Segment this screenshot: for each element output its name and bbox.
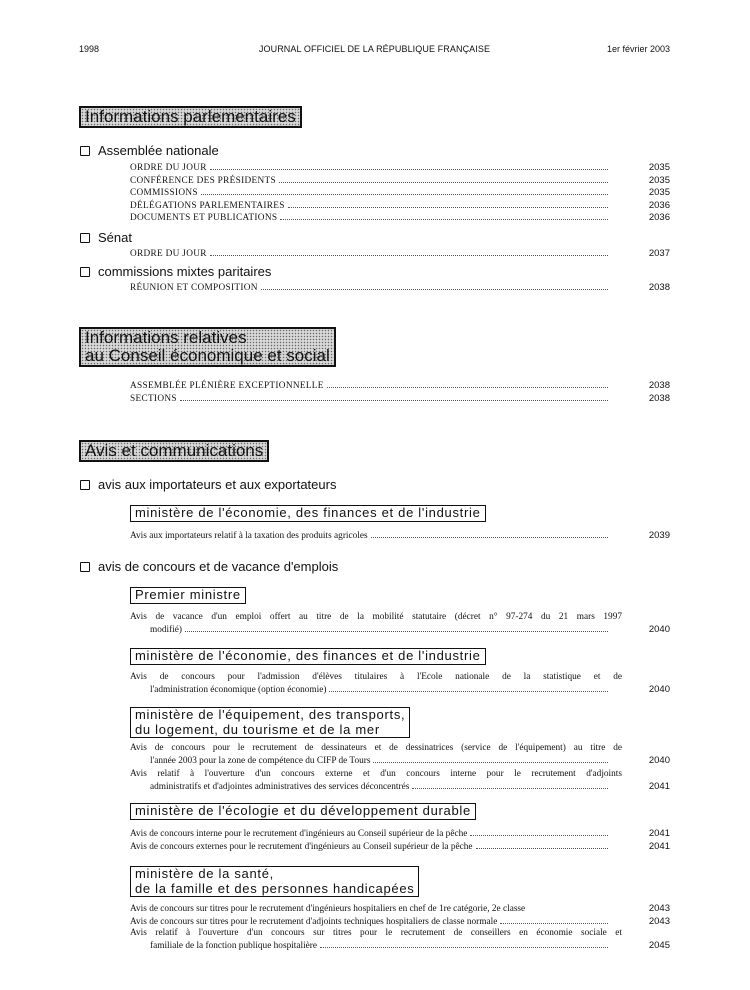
- leader-dots: [201, 194, 608, 195]
- ministry-label-line2: de la famille et des personnes handicapées: [135, 880, 415, 896]
- section-avis-importateurs: [80, 477, 336, 493]
- toc-list-conseil: [130, 380, 670, 405]
- toc-list-economie: [130, 672, 670, 696]
- entry-label-line2: modifié): [150, 624, 183, 635]
- entry-page: 2043: [648, 903, 670, 914]
- entry-page: 2039: [648, 530, 670, 541]
- banner-label: Avis et communications: [85, 441, 264, 460]
- entry-page: 2041: [648, 840, 670, 852]
- entry-label-line2: l'année 2003 pour la zone de compétence du CIFP de Tours: [150, 755, 371, 766]
- banner-informations-parlementaires: [79, 106, 302, 128]
- toc-list-cmp: [130, 282, 670, 295]
- entry-page: 2038: [648, 380, 670, 391]
- toc-entry[interactable]: [130, 380, 670, 393]
- leader-dots: [180, 400, 608, 401]
- entry-label: Avis de concours sur titres pour le recrutement d'ingénieurs hospitaliers en chef de 1re catégorie, 2e classe: [130, 904, 526, 914]
- entry-label: ASSEMBLÉE PLÉNIÈRE EXCEPTIONNELLE: [130, 381, 324, 391]
- toc-list-ecologie: [130, 828, 670, 853]
- leader-dots: [329, 691, 608, 692]
- entry-page: 2035: [648, 162, 670, 173]
- ministry-label-line1: ministère de l'équipement, des transports,: [135, 707, 406, 722]
- toc-entry[interactable]: [130, 841, 670, 854]
- entry-label-line1: Avis de vacance d'un emploi offert au titre de la mobilité statutaire (décret n° 97-274 du 21 mars 1997: [130, 612, 622, 622]
- entry-label-line2: familiale de la fonction publique hospitalière: [150, 940, 318, 951]
- leader-dots: [280, 219, 608, 220]
- entry-page: 2036: [648, 199, 670, 211]
- entry-page: 2041: [648, 780, 670, 792]
- ministry-label-line2: du logement, du tourisme et de la mer: [135, 721, 380, 737]
- entry-label: Avis de concours interne pour le recrutement d'ingénieurs au Conseil supérieur de la pêche: [130, 829, 468, 839]
- ministry-label: ministère de l'écologie et du développement durable: [135, 803, 471, 818]
- entry-label: Avis de concours sur titres pour le recrutement d'adjoints techniques hospitaliers de classe normale: [130, 916, 498, 927]
- leader-dots: [500, 923, 608, 924]
- ministry-label-line1: ministère de la santé,: [135, 866, 274, 881]
- leader-dots: [373, 762, 608, 763]
- toc-entry[interactable]: [130, 393, 670, 406]
- banner-conseil-economique: [79, 327, 336, 367]
- entry-page: 2035: [648, 174, 670, 186]
- section-title: Sénat: [98, 230, 132, 245]
- toc-entry[interactable]: [130, 248, 670, 261]
- entry-page: 2036: [648, 212, 670, 223]
- banner-label-line2: au Conseil économique et social: [85, 346, 330, 365]
- leader-dots: [210, 169, 608, 170]
- checkbox-icon: [80, 233, 90, 243]
- page-number: 1998: [79, 44, 100, 54]
- banner-label: Informations parlementaires: [85, 107, 296, 126]
- banner-label-line1: Informations relatives: [85, 328, 247, 347]
- toc-list-sante: [130, 903, 670, 952]
- toc-entry[interactable]: [130, 187, 670, 200]
- entry-label: CONFÉRENCE DES PRÉSIDENTS: [130, 175, 276, 186]
- entry-label-line2: administratifs et d'adjointes administratives des services déconcentrés: [150, 781, 410, 792]
- leader-dots: [279, 182, 608, 183]
- ministry-box-economie-concours: [130, 648, 486, 665]
- toc-entry[interactable]: [130, 200, 670, 213]
- entry-label: Avis aux importateurs relatif à la taxation des produits agricoles: [130, 531, 368, 541]
- toc-entry[interactable]: [130, 743, 670, 767]
- ministry-label: ministère de l'économie, des finances et de l'industrie: [135, 505, 481, 520]
- leader-dots: [210, 255, 608, 256]
- toc-list-premier: [130, 612, 670, 636]
- leader-dots: [288, 207, 608, 208]
- leader-dots: [412, 788, 608, 789]
- entry-label: SECTIONS: [130, 393, 177, 404]
- entry-label: COMMISSIONS: [130, 188, 198, 198]
- section-avis-concours: [80, 559, 338, 575]
- leader-dots: [185, 631, 608, 632]
- toc-entry[interactable]: [130, 672, 670, 696]
- entry-label-line1: Avis de concours pour le recrutement de dessinateurs et de dessinatrices (service de l'équipement) au titre de: [130, 743, 622, 753]
- entry-page: 2043: [648, 915, 670, 927]
- ministry-label: ministère de l'économie, des finances et de l'industrie: [135, 648, 481, 663]
- ministry-box-premier-ministre: [130, 587, 246, 604]
- section-title: commissions mixtes paritaires: [98, 264, 272, 279]
- section-title: avis de concours et de vacance d'emplois: [98, 559, 339, 574]
- ministry-label: Premier ministre: [135, 587, 241, 602]
- entry-page: 2041: [648, 828, 670, 839]
- ministry-box-ecologie: [130, 803, 476, 820]
- journal-title: JOURNAL OFFICIEL DE LA RÉPUBLIQUE FRANÇAISE: [258, 44, 491, 54]
- entry-page: 2040: [648, 754, 670, 766]
- checkbox-icon: [80, 562, 90, 572]
- entry-page: 2037: [648, 248, 670, 259]
- issue-date: 1er février 2003: [606, 44, 670, 54]
- entry-label-line2: l'administration économique (option économie): [150, 684, 327, 695]
- entry-label: ORDRE DU JOUR: [130, 249, 207, 259]
- entry-label: ORDRE DU JOUR: [130, 163, 207, 173]
- banner-avis-communications: [79, 440, 269, 462]
- entry-page: 2040: [648, 623, 670, 635]
- toc-entry[interactable]: [130, 903, 670, 916]
- section-assemblee-nationale: [80, 143, 219, 159]
- entry-label: DOCUMENTS ET PUBLICATIONS: [130, 213, 278, 223]
- entry-label: DÉLÉGATIONS PARLEMENTAIRES: [130, 200, 285, 211]
- entry-page: 2038: [648, 282, 670, 293]
- toc-entry[interactable]: [130, 175, 670, 188]
- entry-page: 2040: [648, 683, 670, 695]
- toc-entry[interactable]: [130, 928, 670, 952]
- toc-entry[interactable]: [130, 828, 670, 841]
- leader-dots: [261, 289, 608, 290]
- leader-dots: [371, 537, 608, 538]
- ministry-box-economie: [130, 505, 486, 522]
- checkbox-icon: [80, 267, 90, 277]
- toc-list-assemblee: [130, 162, 670, 225]
- toc-entry[interactable]: [130, 212, 670, 225]
- leader-dots: [470, 835, 608, 836]
- leader-dots: [320, 947, 608, 948]
- toc-list-importateurs: [130, 530, 670, 543]
- leader-dots: [327, 387, 608, 388]
- leader-dots: [476, 848, 608, 849]
- toc-entry[interactable]: [130, 282, 670, 295]
- ministry-box-sante: [130, 866, 419, 897]
- running-header: [79, 44, 670, 58]
- toc-entry[interactable]: [130, 530, 670, 543]
- entry-label: RÉUNION ET COMPOSITION: [130, 283, 258, 293]
- toc-entry[interactable]: [130, 916, 670, 929]
- section-title: Assemblée nationale: [98, 143, 219, 158]
- checkbox-icon: [80, 146, 90, 156]
- entry-page: 2035: [648, 187, 670, 198]
- section-commissions-mixtes: [80, 264, 271, 280]
- entry-label-line1: Avis relatif à l'ouverture d'un concours externe et d'un concours interne pour le recrutement d'adjoints: [130, 769, 622, 779]
- section-title: avis aux importateurs et aux exportateurs: [98, 477, 337, 492]
- toc-entry[interactable]: [130, 162, 670, 175]
- toc-list-equipement: [130, 743, 670, 793]
- section-senat: [80, 230, 132, 246]
- toc-entry[interactable]: [130, 769, 670, 793]
- entry-label-line1: Avis de concours pour l'admission d'élèves titulaires à l'Ecole nationale de la statistique et de: [130, 672, 622, 682]
- ministry-box-equipement: [130, 707, 410, 738]
- toc-list-senat: [130, 248, 670, 261]
- entry-label: Avis de concours externes pour le recrutement d'ingénieurs au Conseil supérieur de la pêche: [130, 841, 473, 852]
- toc-entry[interactable]: [130, 612, 670, 636]
- entry-page: 2045: [648, 939, 670, 951]
- checkbox-icon: [80, 480, 90, 490]
- entry-page: 2038: [648, 392, 670, 404]
- entry-label-line1: Avis relatif à l'ouverture d'un concours sur titres pour le recrutement de conseillers en économie sociale et: [130, 928, 622, 938]
